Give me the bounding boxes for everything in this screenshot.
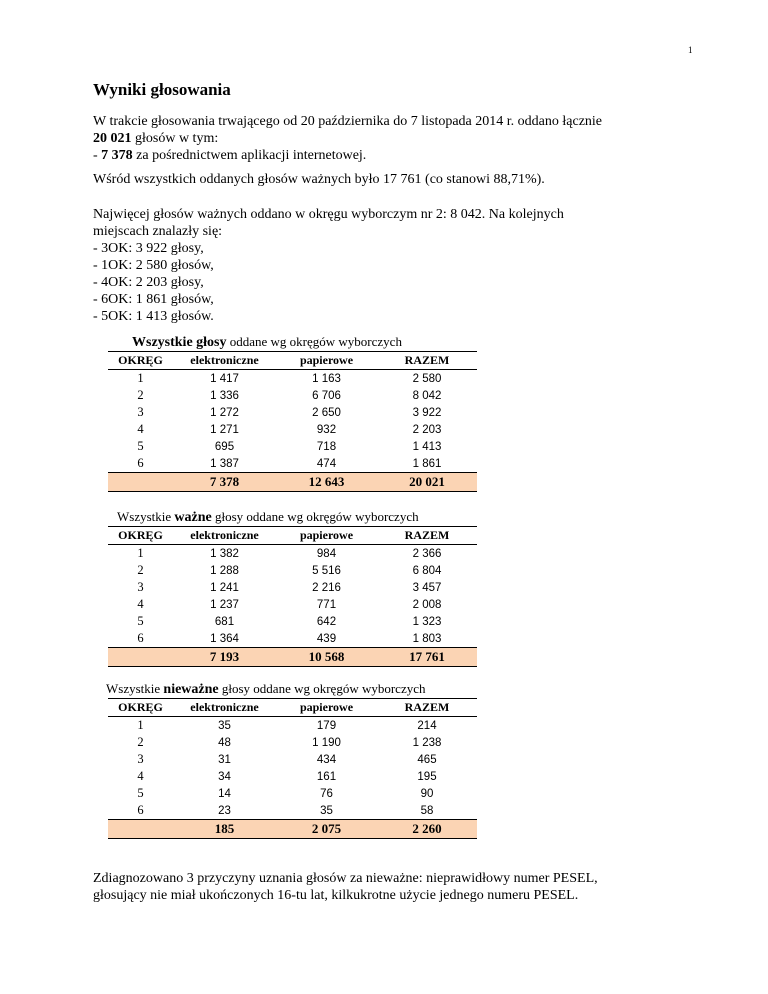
header-razem: RAZEM [404, 528, 450, 542]
header-papierowe: papierowe [299, 528, 354, 542]
ranking-line-1: Najwięcej głosów ważnych oddano w okręgu wyborczym nr 2: 8 042. Na kolejnych [93, 207, 564, 222]
table-header-row [108, 352, 477, 370]
ranking-paragraph [93, 206, 680, 325]
ranking-line-2: miejscach znalazły się: [93, 224, 223, 239]
header-papierowe: papierowe [299, 353, 354, 367]
table-header-row [108, 699, 477, 717]
table-row: 4 1 237 771 2 008 [137, 597, 442, 611]
ranking-item: - 6OK: 1 861 głosów, [93, 292, 214, 307]
header-elektroniczne: elektroniczne [190, 528, 259, 542]
valid-summary-paragraph: Wśród wszystkich oddanych głosów ważnych było 17 761 (co stanowi 88,71%). [93, 172, 545, 187]
table-row: 2 1 288 5 516 6 804 [137, 563, 442, 577]
ranking-item: - 3OK: 3 922 głosy, [93, 241, 204, 256]
page-number: 1 [688, 45, 693, 55]
table-row: 6 1 364 439 1 803 [137, 631, 442, 645]
header-elektroniczne: elektroniczne [190, 353, 259, 367]
table-row: 1 35 179 214 [137, 718, 437, 732]
header-okreg: OKRĘG [118, 528, 163, 542]
conclusion-line-2: głosujący nie miał ukończonych 16-tu lat, kilkukrotne użycie jednego numeru PESEL. [93, 888, 579, 903]
table-header-row [108, 527, 477, 545]
conclusion-paragraph [93, 870, 680, 904]
votes-table-all [108, 351, 477, 492]
table-row: 5 14 76 90 [137, 786, 434, 800]
table-row: 5 681 642 1 323 [137, 614, 442, 628]
table-total-row: 7 378 12 643 20 021 [108, 473, 477, 492]
header-okreg: OKRĘG [118, 353, 163, 367]
ranking-item: - 4OK: 2 203 głosy, [93, 275, 204, 290]
table-row: 5 695 718 1 413 [137, 439, 442, 453]
table-row: 3 31 434 465 [137, 752, 437, 766]
intro-line-2: 20 021 głosów w tym: [93, 131, 219, 146]
header-papierowe: papierowe [299, 700, 354, 714]
document-title: Wyniki głosowania [93, 80, 231, 99]
table-total-row: 185 2 075 2 260 [108, 820, 477, 839]
table-row: 1 1 382 984 2 366 [137, 546, 442, 560]
header-razem: RAZEM [404, 700, 450, 714]
header-okreg: OKRĘG [118, 700, 163, 714]
table-row: 3 1 241 2 216 3 457 [137, 580, 442, 594]
table-caption-all: Wszystkie głosy oddane wg okręgów wyborczych [132, 334, 402, 350]
ranking-item: - 1OK: 2 580 głosów, [93, 258, 214, 273]
conclusion-line-1: Zdiagnozowano 3 przyczyny uznania głosów za nieważne: nieprawidłowy numer PESEL, [93, 871, 598, 886]
table-row: 4 34 161 195 [137, 769, 437, 783]
header-razem: RAZEM [404, 353, 450, 367]
table-row: 1 1 417 1 163 2 580 [137, 371, 442, 385]
table-row: 2 48 1 190 1 238 [137, 735, 442, 749]
total-votes-bold: 20 021 [93, 131, 132, 146]
intro-line-1: W trakcie głosowania trwającego od 20 października do 7 listopada 2014 r. oddano łącznie [93, 114, 603, 129]
intro-line-3: - 7 378 za pośrednictwem aplikacji internetowej. [93, 148, 367, 163]
table-row: 6 23 35 58 [137, 803, 434, 817]
table-row: 6 1 387 474 1 861 [137, 456, 442, 470]
votes-table-valid [108, 526, 477, 667]
table-row: 2 1 336 6 706 8 042 [137, 388, 442, 402]
table-total-row: 7 193 10 568 17 761 [108, 648, 477, 667]
table-caption-valid: Wszystkie ważne głosy oddane wg okręgów wyborczych [117, 509, 419, 525]
ranking-item: - 5OK: 1 413 głosów. [93, 309, 214, 324]
header-elektroniczne: elektroniczne [190, 700, 259, 714]
table-row: 4 1 271 932 2 203 [137, 422, 442, 436]
table-row: 3 1 272 2 650 3 922 [137, 405, 442, 419]
votes-table-invalid [108, 698, 477, 839]
intro-paragraph [93, 113, 680, 164]
internet-votes-bold: 7 378 [101, 148, 133, 163]
table-caption-invalid: Wszystkie nieważne głosy oddane wg okręgów wyborczych [106, 681, 426, 697]
